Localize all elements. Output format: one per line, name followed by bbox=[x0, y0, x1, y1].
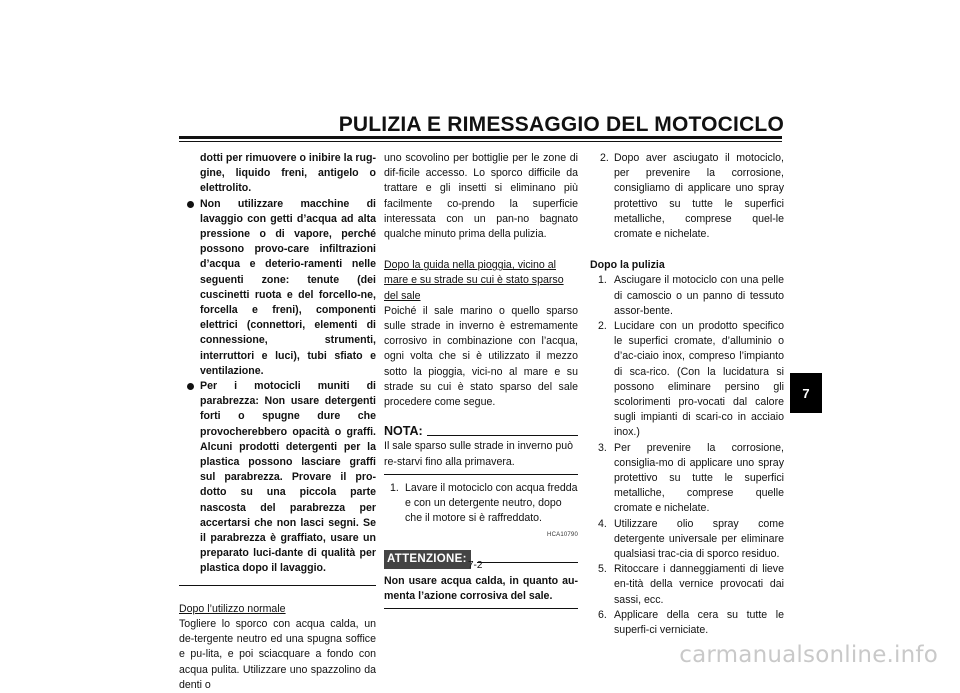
note-rule bbox=[427, 435, 578, 436]
column-2 bbox=[384, 151, 578, 609]
bullet-icon bbox=[187, 383, 194, 390]
warning-bullet-2 bbox=[179, 379, 376, 577]
note-label: NOTA: bbox=[384, 424, 423, 439]
column-3 bbox=[590, 151, 784, 638]
list-item bbox=[590, 608, 784, 638]
chapter-tab: 7 bbox=[790, 373, 822, 413]
list-item-number: 3. bbox=[598, 441, 607, 454]
list-item bbox=[590, 273, 784, 319]
list-item bbox=[384, 481, 578, 527]
page-number: 7-2 bbox=[468, 560, 483, 571]
list-item bbox=[590, 441, 784, 517]
bullet-icon bbox=[187, 201, 194, 208]
list-item bbox=[590, 562, 784, 608]
section-heading-normal-use: Dopo l’utilizzo normale bbox=[179, 602, 286, 615]
list-item bbox=[590, 151, 784, 242]
list-item-text: Applicare della cera su tutte le superfi-ci verniciate. bbox=[614, 608, 784, 637]
title-rule-thin bbox=[179, 141, 782, 142]
list-item-text: Dopo aver asciugato il motociclo, per prevenire la corrosione, consigliamo di applicare uno spray protettivo su tutte le superfici metalliche, comprese quel-le cromate e nichelate. bbox=[614, 152, 784, 241]
list-item-number: 6. bbox=[598, 608, 607, 621]
list-item-text: Ritoccare i danneggiamenti di lieve en-tità della vernice provocati dai sassi, ecc. bbox=[614, 563, 784, 606]
cleaning-paragraph: uno scovolino per bottiglie per le zone di dif-ficile accesso. Lo sporco difficile da trattare e gli insetti si eliminano più facilmente co-prendo la superficie interessata con un pan-no bagnato qualche minuto prima della pulizia. bbox=[384, 152, 578, 241]
section-heading-rain-salt: Dopo la guida nella pioggia, vicino al mare e su strade su cui è stato sparso del sale bbox=[384, 259, 564, 302]
note-end-rule bbox=[384, 474, 578, 475]
warning-bullet-2-text: Per i motocicli muniti di parabrezza: Non usare detergenti forti o spugne dure che provocherebbero opacità o graffi. Alcuni prodotti detergenti per la plastica possono lasciare graffi sul parabrezza. Provare il pro-dotto su una piccola parte nascosta del parabrezza per accertarsi che non lasci segni. Se il parabrezza è graffiato, usare un preparato luci-dante di qualità per plastica dopo il lavaggio. bbox=[200, 380, 376, 575]
warning-bullet-1-text: Non utilizzare macchine di lavaggio con getti d’acqua ad alta pressione o di vapore, perché possono provo-care infiltrazioni d’acqua e deterio-ramenti nelle seguenti zone: tenute (dei cuscinetti ruota e del forcello-ne, forcella e freni), componenti elettrici (connettori, elementi di connessione, strumenti, interruttori e luci), tubi sfiato e ventilazione. bbox=[200, 197, 376, 377]
caution-label: ATTENZIONE: bbox=[384, 550, 471, 569]
list-item-number: 2. bbox=[600, 152, 609, 164]
list-item-number: 2. bbox=[598, 320, 607, 333]
caution-end-rule bbox=[384, 608, 578, 609]
warning-end-rule bbox=[179, 585, 376, 586]
watermark: carmanualsonline.info bbox=[679, 642, 938, 668]
section-heading-after-cleaning: Dopo la pulizia bbox=[590, 259, 665, 272]
list-item bbox=[590, 319, 784, 441]
list-item-text: Utilizzare olio spray come detergente universale per eliminare qualsiasi trac-cia di sporco residuo. bbox=[614, 517, 784, 561]
title-rule bbox=[179, 136, 782, 139]
warning-continuation: dotti per rimuovere o inibire la rug-gine, liquido freni, antigelo o elettrolito. bbox=[200, 152, 376, 195]
note-header bbox=[384, 424, 578, 439]
procedure-list bbox=[384, 481, 578, 527]
list-item-number: 1. bbox=[390, 481, 399, 494]
list-item-text: Asciugare il motociclo con una pelle di camoscio o un panno di tessuto assor-bente. bbox=[614, 274, 784, 317]
list-item-text: Per prevenire la corrosione, consiglia-mo di applicare uno spray protettivo su tutte le superfici metalliche, comprese quelle cromate e nichelate. bbox=[614, 441, 784, 515]
note-text: Il sale sparso sulle strade in inverno può re-starvi fino alla primavera. bbox=[384, 440, 574, 468]
warning-bullet-1 bbox=[179, 197, 376, 379]
list-item-number: 1. bbox=[598, 274, 607, 287]
list-item bbox=[590, 517, 784, 563]
after-cleaning-list bbox=[590, 273, 784, 638]
caution-rule bbox=[477, 562, 578, 563]
rain-salt-paragraph: Poiché il sale marino o quello sparso sulle strade in inverno è estremamente corrosivo in combinazione con l’acqua, ogni volta che si è utilizzato il mezzo sotto la pioggia, vici-no al mare e su strade su cui è stato sparso del sale procedere come segue. bbox=[384, 304, 578, 409]
list-item-number: 4. bbox=[598, 517, 607, 530]
caution-code: HCA10790 bbox=[547, 532, 578, 539]
column-1 bbox=[179, 151, 376, 693]
list-item-text: Lucidare con un prodotto specifico le superfici cromate, d’alluminio o d’ac-ciaio inox, compreso l’impianto di sca-rico. (Con la lucidatura si possono eliminare persino gli scolorimenti pro-vocati dal calore sugli impianti di scari-co in acciaio inox.) bbox=[614, 320, 784, 439]
caution-text: Non usare acqua calda, in quanto au-menta l’azione corrosiva del sale. bbox=[384, 574, 578, 603]
page-title: PULIZIA E RIMESSAGGIO DEL MOTOCICLO bbox=[338, 113, 784, 136]
list-item-text: Lavare il motociclo con acqua fredda e con un detergente neutro, dopo che il motore si è raffreddato. bbox=[405, 481, 578, 525]
normal-use-paragraph: Togliere lo sporco con acqua calda, un de-tergente neutro ed una spugna soffice e pu-lita, e poi sciacquare a fondo con acqua pulita. Utilizzare uno spazzolino da denti o bbox=[179, 617, 376, 691]
list-item-number: 5. bbox=[598, 563, 607, 576]
